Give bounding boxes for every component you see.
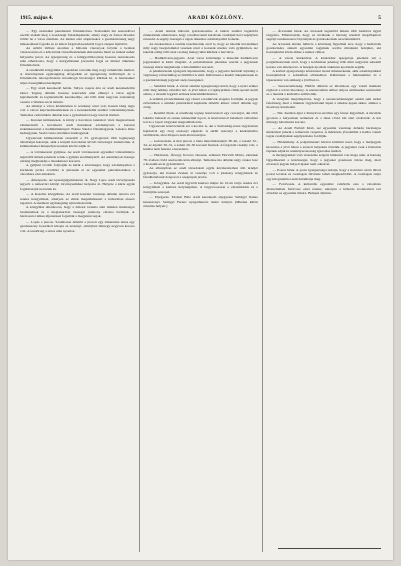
article-paragraph: — Egy szabadkai pénzintézet fölszámolása. Szabadkán hat esztendővel ezelőtt alakult meg a Gazdasági Takarékpénztár, amely nagy és fontos hivatást töltött be a város életében. Az intézet első alapításakor a gazdaközönség nagy lelkesedéssel fogadta és az üzleti forgalom kezdettől fogva szépen fejlődött.	[20, 28, 135, 46]
article-paragraph: — Az Aradi Futball Klub. Az egyesület vasárnap délután barátságos mérkőzést játszik a temesvári csapattal. A mérkőzés jövedelmét a hadba vonult tagok családjainak segélyezésére fordítják.	[266, 125, 382, 139]
header-date: 1915. május 4.	[20, 15, 53, 21]
footer-rule	[278, 548, 381, 549]
newspaper-title: ARADI KÖZLÖNY.	[187, 15, 244, 21]
column-divider	[139, 27, 140, 552]
article-paragraph: — Színházi hírek. A városi színház igazgatósága közli, hogy a nyári szünet előtt még néhány előadást tart. A jövő héten a Cigányprímás című operett kerül színre, a társulat legjobb erőinek közreműködésével.	[143, 83, 258, 97]
article-paragraph: — Rendőri hírek. A rendőrség tegnap letartóztatott egy csavargót, aki több lakásba behatolt és onnan ruhaneműt lopott. A letartóztatott beismerő vallomást tett és a lopott tárgyakat megtalálták nála.	[143, 111, 258, 124]
article-paragraph: Ugyancsak kitüntetésben részesült a 33. gyalogezred több legénységi állományú katonája, akik a kárpáti harcokban kiváló bátorságot tanúsítottak. A kitüntetéseket ünnepélyes keretek között adják át.	[20, 135, 135, 149]
article-paragraph: A gyűjtést tovább folytatják és kérik a közönséget, hogy adományaikat a kórházak javára továbbra is juttassák el az egyesület pénztárnokához a városháza első emeletén.	[20, 163, 135, 176]
article-paragraph: — Felolvasás. A kulturális egyesület csütörtök este a városháza dísztermében felolvasó estét rendez, amelyen a háborús irodalomról tart előadást az egyesület titkára. Belépés díjtalan.	[266, 182, 382, 196]
newspaper-page	[8, 6, 393, 560]
page-header	[20, 13, 381, 23]
article-paragraph: A színház jövedelmének egy részét a hadiárvák alapjára fordítják. A jegyek elővételben a színház pénztáránál kaphatók délelőtt kilenc órától délután egy óráig.	[143, 96, 258, 110]
article-paragraph: — Tűz. Kedden éjjel a Pernyávai-utcában egy fészer kigyulladt. A tűzoltók gyorsan a helyszínen termettek és a tüzet rövid idő alatt eloltották. A kár mintegy háromszáz korona.	[266, 111, 382, 124]
article-paragraph: — Katonai kitüntetések. A király a harctéren tanúsított vitéz magatartásuk elismeréséül a következő aradi tiszteknek adományozta a katonai érdemkeresztet a hadiékítménnyel: Fekete Sándor főhadnagynak, Lakatos Imre hadnagynak, Szabó Géza tartalékos hadnagynak.	[20, 118, 135, 136]
article-paragraph: — A vöröskereszt gyűjtése. Az aradi vöröskereszt egyesület választmánya legutóbbi ülésén jelentést tettek a gyűjtés eredményéről. Az adományok összege ezideig meghaladja a tizenkétezer koronát.	[20, 150, 135, 163]
article-paragraph: A vizsgálat megállapította, hogy a szerencsétlenségért senkit sem terhel felelősség, mert a munkás vigyázatlanul lépett a sínekre éppen akkor, amikor a mozdony közeledett.	[266, 96, 382, 110]
article-paragraph: Az elhunytban az aradi társadalom egyik köztiszteletben álló úrnőjét gyászolja, aki hosszú éveken át vezetője volt a jótékony nőegyletnek és fáradhatatlanul dolgozott a szegények javára.	[143, 166, 258, 179]
header-rule	[20, 24, 381, 25]
column-1	[20, 27, 135, 552]
article-paragraph: A lisztjegyekkel való visszaélés szigorú büntetést von maga után. A hatóság figyelmezteti a közönséget, hogy a jegyeket gondosan őrizze meg, mert elveszett jegyek helyett újakat nem adnak ki.	[266, 153, 382, 166]
column-2	[143, 27, 258, 552]
article-paragraph: — Egy aradi kereskedő halála. Súlyos csapás érte az aradi kereskedelmi életet. Tegnap délután hosszas szenvedés után elhunyt a város egyik legismertebb és legtiszteltebb kereskedője, aki több mint negyven esztendeig vezette a Weitzer-utcai üzletét.	[20, 86, 135, 104]
article-paragraph: — Közgyűlés. Az aradi ügyvédi kamara május hó 10-én tartja rendes évi közgyűlését a kamara helyiségében. A tárgysorozaton a zárszámadás és a tisztújítás szerepel.	[143, 180, 258, 194]
article-paragraph: — Szerencsétlenség. Hétfőn délután az állomáson egy vasúti munkást elgázolt a tolató mozdony. A szerencsétlen ember súlyos sérüléseket szenvedett és a mentők a kórházba szállították.	[266, 83, 382, 97]
page-number: 5	[378, 15, 381, 21]
article-paragraph: A kórház igazgatósága köszönetet mond mindazoknak, akik adományaikkal hozzájárultak a sebesültek ellátásához. Különösen a fehérneműre és a tápszerekre van szükség a jövőben is.	[266, 69, 382, 82]
column-3	[266, 27, 381, 552]
article-paragraph: — A Kaszinó közgyűlése. Az aradi kaszinó vasárnap délután tartotta évi rendes közgyűlését, amelyen az elnök megemlékezett a háborúban elesett tagokról. A tisztikart egyhangúlag újraválasztották.	[20, 192, 135, 206]
article-paragraph: — Eljegyzés. Molnár Béla aradi kereskedő eljegyezte Szilágyi Ilonka kisasszonyt, Szilágyi Ferenc nyugalmazott tanító leányát. (Minden külön értesítés helyett.)	[143, 195, 258, 209]
article-paragraph: A közgyűlés elhatározta, hogy a háború tartama alatt minden mulatságot beszüntetnek és a megtakarított összeget jótékony célokra fordítják. A határozatot lelkes éljenzéssel fogadták a megjelent tagok.	[20, 205, 135, 219]
article-paragraph: — Árvaszéki hírek. Az árvaszék legutóbbi ülésén több hadiárva ügyét tárgyalta. Elhatározták, hogy az árváknak a hatóság részéről megállapított segélyt rendszeresen folyósítják és gondoskodnak neveltetésükről.	[266, 28, 382, 42]
article-paragraph: — Postai hírek. A posta igazgatósága tudatja, hogy a harctérre szóló tábori postai levelek és csomagok felvétele ismét megkezdődött. A csomagok súlya egy kilogrammot nem haladhatja meg.	[266, 167, 382, 181]
article-paragraph: — Gabonaárak. A mai piacon a búza métermázsájáért 38–40, a rozsért 32–34, az árpáért 30–31, a zabért 29–30 koronát fizettek. A forgalom csekély volt, a kínálat nem fedezte a keresletet.	[143, 138, 258, 152]
article-paragraph: Az utóbbi időben azonban a háborús viszonyok folytán a betétek visszavonása és a kölcsönök visszafizetésének elmaradása miatt az intézet nehéz helyzetbe jutott. Az igazgatóság és a felügyelőbizottság hosszas tanácskozás után elhatározta, hogy a közgyűlésnek javasolni fogja az intézet önkéntes fölszámolását.	[20, 45, 135, 68]
article-paragraph: — Aradi tanítók háborús gondoskodása. A tanítói testület legutóbbi értekezletén elhatározta, hogy a hadbavonult kartársak családjait havi segélyben részesíti. A segély összegét a tagok önkéntes adományaiból fedezik.	[143, 28, 258, 42]
columns-container	[20, 27, 381, 552]
article-paragraph: — Lopás a piacon. Szombaton délelőtt a piacon egy ismeretlen tettes egy gazdasszony kosarából kilopta az erszényt, amelyben mintegy negyven korona volt. A rendőrség a tettes után nyomoz.	[20, 219, 135, 233]
article-paragraph: — A városi közkórház. A közkórház igazgatója jelentést tett a polgármesternek arról, hogy a kórházban jelenleg több mint négyszáz sebesült katona van elhelyezve. A betegek ápolását önkéntes ápolónők segítik.	[266, 56, 382, 69]
article-paragraph: — Hadikölcsön-jegyzés. Arad város közönsége a második hadikölcsön jegyzésénél is kitett magáért. A pénzintézetek jelentése szerint a jegyzések összege máris meghaladja a hárommillió koronát.	[143, 56, 258, 69]
column-divider	[262, 27, 263, 552]
article-paragraph: A pénzintézetek igazgatói kijelentették, hogy a jegyzési határidő lejártáig a végösszeg valószínűleg az ötmilliót is eléri. Különösen a kisebb tőkepénzesek és a gazdaközönség jegyzett szép összegeket.	[143, 69, 258, 82]
article-paragraph: Ugyancsak letartóztatták azt a kocsist is, aki a Szabadság-téren vigyázatlan hajtásával egy öreg asszonyt elgázolt. A sérült asszonyt a közkórházba szállították, ahol állapota nem életveszélyes.	[143, 124, 258, 137]
article-paragraph: — Hirdetmény. A polgármesteri hivatal közhírré teszi, hogy a lisztjegyek kiosztása a jövő héten a szokott helyeken történik. A jegyeket csak a háztartás fejének adják ki személyazonosság igazolása mellett.	[266, 140, 382, 153]
article-paragraph: Az árvaszék elnöke felhívta a közönség figyelmét arra, hogy a hadiárvák gondozására alakult egyesület tagjainak sorába mindenki beléphet, aki hozzájárulni kíván ehhez a nemes célhoz.	[266, 41, 382, 55]
article-paragraph: — Áthelyezés. Az igazságügyminiszter dr. Nagy Lajos aradi törvényszéki jegyzőt a temesvári királyi törvényszékhez helyezte át. Helyére a kúria egyik fogalmazóját nevezték ki.	[20, 177, 135, 191]
article-paragraph: A rendkívüli közgyűlést a napokban tartották meg nagy érdeklődés mellett. A részvényesek egyhangúlag elfogadták az igazgatóság indítványát és a fölszámolás lebonyolítására háromtagú bizottságot küldtek ki. A betéteseket teljes összegükben kielégítik.	[20, 67, 135, 85]
article-paragraph: Az értekezleten a tanítók beszámoltak arról is, hogy az iskolák növendékei mily nagy buzgalommal vesznek részt a katonák részére való gyűjtésben. Az iskolák eddig több száz csomag meleg ruhát küldtek a harctérre.	[143, 41, 258, 55]
article-paragraph: Az elhunyt a város közéletében is tevékeny részt vett; hosszú ideig tagja volt a városi képviselőtestületnek és a kereskedelmi testület választmányának. Temetése csütörtökön délután lesz a gyászházból nagy részvét mellett.	[20, 103, 135, 117]
article-paragraph: — Halálozás. Özvegy Kovács Jánosné, született Horváth Mária, életének 78. évében rövid szenvedés után elhunyt. Temetése ma délután négy órakor lesz a Kossuth-utcai gyászházból.	[143, 153, 258, 166]
